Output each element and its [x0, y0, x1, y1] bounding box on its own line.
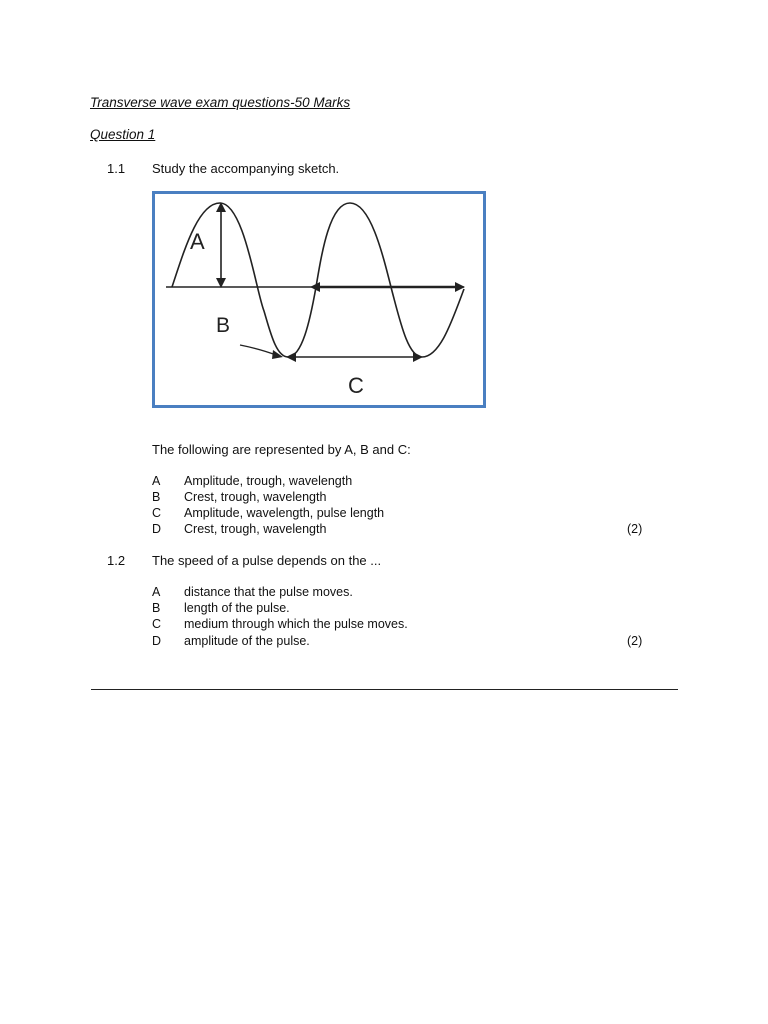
q1-2-option-c-text: medium through which the pulse moves.	[184, 617, 408, 631]
q1-2-option-d-letter: D	[152, 634, 162, 648]
label-a: A	[190, 229, 205, 254]
q1-2-option-a-letter: A	[152, 585, 161, 599]
trough-pointer	[240, 345, 276, 355]
label-b: B	[216, 314, 231, 337]
q1-2-marks: (2)	[627, 634, 643, 648]
lower-arrowhead-left	[286, 352, 296, 362]
q1-1-option-a-text: Amplitude, trough, wavelength	[184, 474, 353, 488]
sketch-frame	[154, 193, 485, 407]
q1-1-option-c-text: Amplitude, wavelength, pulse length	[184, 506, 385, 520]
section-divider	[91, 689, 678, 690]
q1-2-option-d-text: amplitude of the pulse.	[184, 634, 310, 648]
lower-arrowhead-right	[413, 352, 423, 362]
q1-1-option-b-letter: B	[152, 490, 161, 504]
q1-1-option-c-letter: C	[152, 506, 162, 520]
question-1-2-number: 1.2	[107, 553, 126, 568]
question-1-2-stem: The speed of a pulse depends on the ...	[152, 553, 382, 568]
q1-1-marks: (2)	[627, 522, 643, 536]
q1-2-option-b-text: length of the pulse.	[184, 601, 290, 615]
q1-1-option-d-letter: D	[152, 522, 162, 536]
label-c: C	[348, 373, 364, 398]
q1-2-option-b-letter: B	[152, 601, 161, 615]
q1-1-option-a-letter: A	[152, 474, 161, 488]
document-title: Transverse wave exam questions-50 Marks	[90, 95, 351, 110]
q1-2-option-a-text: distance that the pulse moves.	[184, 585, 353, 599]
question-1-1-stem: Study the accompanying sketch.	[152, 161, 340, 176]
wave-sketch	[152, 191, 486, 408]
question-1-1-number: 1.1	[107, 161, 126, 176]
q1-2-option-c-letter: C	[152, 617, 162, 631]
question-1-1-prompt: The following are represented by A, B and C:	[152, 442, 411, 457]
q1-1-option-d-text: Crest, trough, wavelength	[184, 522, 327, 536]
question-heading: Question 1	[90, 127, 156, 142]
q1-1-option-b-text: Crest, trough, wavelength	[184, 490, 327, 504]
